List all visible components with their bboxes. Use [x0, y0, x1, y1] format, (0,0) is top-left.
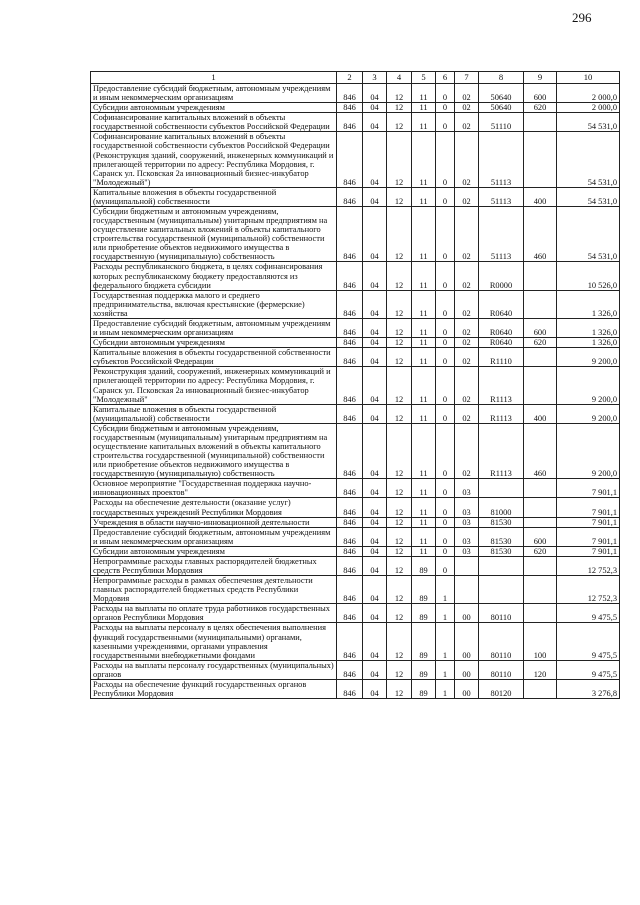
subprogram-code: 1: [436, 576, 455, 604]
event-code: 02: [455, 423, 479, 478]
row-name: Капитальные вложения в объекты государственной (муниципальной) собственности: [91, 187, 337, 206]
row-name: Непрограммные расходы в рамках обеспечения деятельности главных распорядителей бюджетных средств Республики Мордовия: [91, 576, 337, 604]
program-code: 11: [412, 517, 436, 527]
event-code: 03: [455, 498, 479, 517]
table-row: [91, 262, 620, 290]
table-row: [91, 498, 620, 517]
subsection-code: 12: [387, 262, 412, 290]
event-code: 02: [455, 84, 479, 103]
table-row: [91, 338, 620, 348]
row-name: Предоставление субсидий бюджетным, автономным учреждениям и иным некоммерческим организациям: [91, 84, 337, 103]
event-code: 02: [455, 338, 479, 348]
section-code: 04: [363, 423, 387, 478]
expense-type-code: [524, 113, 557, 132]
table-row: [91, 623, 620, 660]
row-name: Капитальные вложения в объекты государственной (муниципальной) собственности: [91, 404, 337, 423]
subsection-code: 12: [387, 498, 412, 517]
program-code: 11: [412, 404, 436, 423]
expense-type-code: [524, 290, 557, 318]
subprogram-code: 0: [436, 556, 455, 575]
event-code: [455, 556, 479, 575]
amount: 9 200,0: [557, 348, 620, 367]
subprogram-code: 0: [436, 103, 455, 113]
event-code: 03: [455, 527, 479, 546]
direction-code: 51110: [479, 113, 524, 132]
budget-table: [90, 71, 620, 699]
program-code: 11: [412, 527, 436, 546]
subprogram-code: 0: [436, 479, 455, 498]
program-code: 89: [412, 623, 436, 660]
program-code: 11: [412, 207, 436, 262]
direction-code: R0640: [479, 290, 524, 318]
table-row: [91, 207, 620, 262]
expense-type-code: 620: [524, 338, 557, 348]
direction-code: 81530: [479, 527, 524, 546]
row-name: Субсидии бюджетным и автономным учреждениям, государственным (муниципальным) унитарным предприятиям на осуществление капитальных вложений в объекты капитального строительства государственной (муниципальной) собственности или приобретение объектов недвижимого имущества в государственную (муниципальную) собственность: [91, 207, 337, 262]
ministry-code: 846: [337, 348, 363, 367]
subprogram-code: 0: [436, 404, 455, 423]
row-name: Расходы республиканского бюджета, в целях софинансирования которых республиканскому бюджету предоставляются из федерального бюджета субсидии: [91, 262, 337, 290]
row-name: Субсидии автономным учреждениям: [91, 546, 337, 556]
program-code: 11: [412, 187, 436, 206]
ministry-code: 846: [337, 367, 363, 404]
subprogram-code: 0: [436, 546, 455, 556]
ministry-code: 846: [337, 103, 363, 113]
ministry-code: 846: [337, 84, 363, 103]
ministry-code: 846: [337, 404, 363, 423]
event-code: 02: [455, 404, 479, 423]
event-code: 02: [455, 262, 479, 290]
subsection-code: 12: [387, 290, 412, 318]
section-code: 04: [363, 290, 387, 318]
expense-type-code: 620: [524, 546, 557, 556]
subsection-code: 12: [387, 660, 412, 679]
expense-type-code: [524, 262, 557, 290]
section-code: 04: [363, 262, 387, 290]
subprogram-code: 0: [436, 207, 455, 262]
row-name: Расходы на выплаты по оплате труда работников государственных органов Республики Мордовия: [91, 604, 337, 623]
table-row: [91, 527, 620, 546]
section-code: 04: [363, 348, 387, 367]
program-code: 89: [412, 604, 436, 623]
direction-code: 51113: [479, 207, 524, 262]
direction-code: 51113: [479, 187, 524, 206]
amount: 10 526,0: [557, 262, 620, 290]
subprogram-code: 0: [436, 527, 455, 546]
expense-type-code: [524, 517, 557, 527]
amount: 12 752,3: [557, 556, 620, 575]
section-code: 04: [363, 479, 387, 498]
row-name: Непрограммные расходы главных распорядителей бюджетных средств Республики Мордовия: [91, 556, 337, 575]
subprogram-code: 0: [436, 84, 455, 103]
section-code: 04: [363, 556, 387, 575]
subsection-code: 12: [387, 187, 412, 206]
event-code: 02: [455, 348, 479, 367]
direction-code: 51113: [479, 132, 524, 187]
section-code: 04: [363, 404, 387, 423]
event-code: 03: [455, 546, 479, 556]
program-code: 89: [412, 556, 436, 575]
event-code: 03: [455, 479, 479, 498]
subprogram-code: 0: [436, 318, 455, 337]
program-code: 11: [412, 113, 436, 132]
subsection-code: 12: [387, 103, 412, 113]
row-name: Предоставление субсидий бюджетным, автономным учреждениям и иным некоммерческим организациям: [91, 318, 337, 337]
expense-type-code: 460: [524, 207, 557, 262]
table-row: [91, 679, 620, 698]
program-code: 11: [412, 498, 436, 517]
section-code: 04: [363, 367, 387, 404]
subsection-code: 12: [387, 84, 412, 103]
program-code: 11: [412, 290, 436, 318]
section-code: 04: [363, 527, 387, 546]
table-row: [91, 517, 620, 527]
ministry-code: 846: [337, 318, 363, 337]
ministry-code: 846: [337, 187, 363, 206]
amount: 9 200,0: [557, 404, 620, 423]
column-header: 8: [479, 72, 524, 84]
program-code: 11: [412, 479, 436, 498]
column-header: 10: [557, 72, 620, 84]
direction-code: [479, 479, 524, 498]
section-code: 04: [363, 660, 387, 679]
row-name: Субсидии бюджетным и автономным учреждениям, государственным (муниципальным) унитарным предприятиям на осуществление капитальных вложений в объекты капитального строительства государственной (муниципальной) собственности или приобретение объектов недвижимого имущества в государственную (муниципальную) собственность: [91, 423, 337, 478]
expense-type-code: 600: [524, 318, 557, 337]
column-header: 5: [412, 72, 436, 84]
subprogram-code: 0: [436, 132, 455, 187]
row-name: Расходы на выплаты персоналу государственных (муниципальных) органов: [91, 660, 337, 679]
subprogram-code: 0: [436, 367, 455, 404]
amount: 54 531,0: [557, 113, 620, 132]
direction-code: 81530: [479, 517, 524, 527]
expense-type-code: [524, 576, 557, 604]
direction-code: R1113: [479, 367, 524, 404]
subsection-code: 12: [387, 604, 412, 623]
row-name: Расходы на обеспечение деятельности (оказание услуг) государственных учреждений Республики Мордовия: [91, 498, 337, 517]
program-code: 11: [412, 423, 436, 478]
amount: 9 475,5: [557, 660, 620, 679]
direction-code: R0000: [479, 262, 524, 290]
ministry-code: 846: [337, 423, 363, 478]
subprogram-code: 0: [436, 113, 455, 132]
event-code: 02: [455, 207, 479, 262]
direction-code: [479, 556, 524, 575]
table-row: [91, 290, 620, 318]
amount: 1 326,0: [557, 338, 620, 348]
column-header: 2: [337, 72, 363, 84]
expense-type-code: [524, 132, 557, 187]
expense-type-code: 400: [524, 404, 557, 423]
subsection-code: 12: [387, 679, 412, 698]
program-code: 11: [412, 103, 436, 113]
ministry-code: 846: [337, 527, 363, 546]
subsection-code: 12: [387, 338, 412, 348]
table-row: [91, 84, 620, 103]
direction-code: R0640: [479, 338, 524, 348]
direction-code: 80110: [479, 660, 524, 679]
section-code: 04: [363, 338, 387, 348]
program-code: 89: [412, 660, 436, 679]
direction-code: [479, 576, 524, 604]
subprogram-code: 0: [436, 498, 455, 517]
amount: 7 901,1: [557, 527, 620, 546]
subprogram-code: 0: [436, 290, 455, 318]
section-code: 04: [363, 103, 387, 113]
expense-type-code: 600: [524, 527, 557, 546]
column-header: 9: [524, 72, 557, 84]
expense-type-code: 120: [524, 660, 557, 679]
row-name: Субсидии автономным учреждениям: [91, 103, 337, 113]
amount: 54 531,0: [557, 187, 620, 206]
subprogram-code: 0: [436, 187, 455, 206]
row-name: Расходы на обеспечение функций государственных органов Республики Мордовия: [91, 679, 337, 698]
amount: 1 326,0: [557, 290, 620, 318]
direction-code: 81000: [479, 498, 524, 517]
column-header: 1: [91, 72, 337, 84]
row-name: Основное мероприятие "Государственная поддержка научно-инновационных проектов": [91, 479, 337, 498]
table-row: [91, 556, 620, 575]
column-header: 4: [387, 72, 412, 84]
table-row: [91, 367, 620, 404]
subprogram-code: 1: [436, 660, 455, 679]
direction-code: 50640: [479, 84, 524, 103]
amount: 7 901,1: [557, 479, 620, 498]
direction-code: R0640: [479, 318, 524, 337]
amount: 9 200,0: [557, 423, 620, 478]
event-code: 02: [455, 187, 479, 206]
subsection-code: 12: [387, 517, 412, 527]
page-number: 296: [572, 10, 592, 25]
expense-type-code: [524, 348, 557, 367]
expense-type-code: [524, 604, 557, 623]
ministry-code: 846: [337, 113, 363, 132]
section-code: 04: [363, 187, 387, 206]
ministry-code: 846: [337, 207, 363, 262]
program-code: 11: [412, 132, 436, 187]
section-code: 04: [363, 517, 387, 527]
section-code: 04: [363, 132, 387, 187]
amount: 54 531,0: [557, 132, 620, 187]
section-code: 04: [363, 576, 387, 604]
subsection-code: 12: [387, 423, 412, 478]
expense-type-code: [524, 498, 557, 517]
subsection-code: 12: [387, 348, 412, 367]
section-code: 04: [363, 84, 387, 103]
amount: 9 475,5: [557, 604, 620, 623]
subsection-code: 12: [387, 527, 412, 546]
subprogram-code: 1: [436, 679, 455, 698]
event-code: 00: [455, 604, 479, 623]
direction-code: 81530: [479, 546, 524, 556]
amount: 7 901,1: [557, 546, 620, 556]
program-code: 89: [412, 576, 436, 604]
table-row: [91, 103, 620, 113]
table-row: [91, 187, 620, 206]
expense-type-code: [524, 556, 557, 575]
expense-type-code: 400: [524, 187, 557, 206]
expense-type-code: [524, 479, 557, 498]
row-name: Капитальные вложения в объекты государственной собственности субъектов Российской Федерации: [91, 348, 337, 367]
event-code: 02: [455, 318, 479, 337]
subprogram-code: 0: [436, 262, 455, 290]
event-code: 00: [455, 660, 479, 679]
program-code: 11: [412, 84, 436, 103]
direction-code: 80120: [479, 679, 524, 698]
subsection-code: 12: [387, 318, 412, 337]
section-code: 04: [363, 679, 387, 698]
row-name: Предоставление субсидий бюджетным, автономным учреждениям и иным некоммерческим организациям: [91, 527, 337, 546]
section-code: 04: [363, 113, 387, 132]
table-row: [91, 576, 620, 604]
program-code: 11: [412, 367, 436, 404]
program-code: 11: [412, 262, 436, 290]
subsection-code: 12: [387, 623, 412, 660]
ministry-code: 846: [337, 679, 363, 698]
column-header: 3: [363, 72, 387, 84]
event-code: 00: [455, 679, 479, 698]
section-code: 04: [363, 318, 387, 337]
ministry-code: 846: [337, 517, 363, 527]
table-row: [91, 660, 620, 679]
expense-type-code: 460: [524, 423, 557, 478]
column-header: 6: [436, 72, 455, 84]
event-code: 03: [455, 517, 479, 527]
ministry-code: 846: [337, 479, 363, 498]
row-name: Софинансирование капитальных вложений в объекты государственной собственности субъектов Российской Федерации (Реконструкция зданий, сооружений, инженерных коммуникаций и прилегающей территории по адресу: Республика Мордовия, г. Саранск ул. Псковская 2а инновационный бизнес-инкубатор "Молодежный"): [91, 132, 337, 187]
direction-code: R1113: [479, 404, 524, 423]
table-row: [91, 113, 620, 132]
ministry-code: 846: [337, 338, 363, 348]
expense-type-code: 100: [524, 623, 557, 660]
ministry-code: 846: [337, 576, 363, 604]
ministry-code: 846: [337, 290, 363, 318]
ministry-code: 846: [337, 556, 363, 575]
table-header-row: [91, 72, 620, 84]
expense-type-code: 620: [524, 103, 557, 113]
event-code: 02: [455, 113, 479, 132]
subprogram-code: 0: [436, 517, 455, 527]
subprogram-code: 0: [436, 423, 455, 478]
expense-type-code: 600: [524, 84, 557, 103]
amount: 3 276,8: [557, 679, 620, 698]
expense-type-code: [524, 367, 557, 404]
event-code: 02: [455, 290, 479, 318]
table-row: [91, 132, 620, 187]
table-row: [91, 348, 620, 367]
event-code: 02: [455, 103, 479, 113]
row-name: Субсидии автономным учреждениям: [91, 338, 337, 348]
program-code: 11: [412, 546, 436, 556]
amount: 12 752,3: [557, 576, 620, 604]
subsection-code: 12: [387, 556, 412, 575]
subsection-code: 12: [387, 113, 412, 132]
event-code: 00: [455, 623, 479, 660]
table-row: [91, 604, 620, 623]
row-name: Софинансирование капитальных вложений в объекты государственной собственности субъектов Российской Федерации: [91, 113, 337, 132]
subprogram-code: 0: [436, 348, 455, 367]
ministry-code: 846: [337, 604, 363, 623]
section-code: 04: [363, 498, 387, 517]
amount: 54 531,0: [557, 207, 620, 262]
ministry-code: 846: [337, 623, 363, 660]
table-row: [91, 404, 620, 423]
amount: 2 000,0: [557, 103, 620, 113]
direction-code: 80110: [479, 623, 524, 660]
table-body: [91, 84, 620, 699]
event-code: 02: [455, 132, 479, 187]
program-code: 11: [412, 318, 436, 337]
amount: 7 901,1: [557, 517, 620, 527]
ministry-code: 846: [337, 660, 363, 679]
direction-code: R1110: [479, 348, 524, 367]
amount: 7 901,1: [557, 498, 620, 517]
program-code: 89: [412, 679, 436, 698]
subsection-code: 12: [387, 546, 412, 556]
program-code: 11: [412, 348, 436, 367]
direction-code: 50640: [479, 103, 524, 113]
amount: 9 200,0: [557, 367, 620, 404]
section-code: 04: [363, 623, 387, 660]
row-name: Реконструкция зданий, сооружений, инженерных коммуникаций и прилегающей территории по адресу: Республика Мордовия, г. Саранск ул. Псковская 2а инновационный бизнес-инкубатор "Молодежный": [91, 367, 337, 404]
table-row: [91, 423, 620, 478]
event-code: 02: [455, 367, 479, 404]
table-row: [91, 479, 620, 498]
section-code: 04: [363, 604, 387, 623]
section-code: 04: [363, 207, 387, 262]
amount: 1 326,0: [557, 318, 620, 337]
column-header: 7: [455, 72, 479, 84]
expense-type-code: [524, 679, 557, 698]
amount: 9 475,5: [557, 623, 620, 660]
row-name: Расходы на выплаты персоналу в целях обеспечения выполнения функций государственными (муниципальными) органами, казенными учреждениями, органами управления государственными внебюджетными фондами: [91, 623, 337, 660]
ministry-code: 846: [337, 262, 363, 290]
amount: 2 000,0: [557, 84, 620, 103]
table-row: [91, 546, 620, 556]
row-name: Государственная поддержка малого и среднего предпринимательства, включая крестьянские (фермерские) хозяйства: [91, 290, 337, 318]
subprogram-code: 1: [436, 623, 455, 660]
ministry-code: 846: [337, 498, 363, 517]
subsection-code: 12: [387, 576, 412, 604]
ministry-code: 846: [337, 546, 363, 556]
ministry-code: 846: [337, 132, 363, 187]
subprogram-code: 0: [436, 338, 455, 348]
row-name: Учреждения в области научно-инновационной деятельности: [91, 517, 337, 527]
direction-code: 80110: [479, 604, 524, 623]
subsection-code: 12: [387, 207, 412, 262]
subsection-code: 12: [387, 479, 412, 498]
table-row: [91, 318, 620, 337]
direction-code: R1113: [479, 423, 524, 478]
subsection-code: 12: [387, 404, 412, 423]
subsection-code: 12: [387, 132, 412, 187]
subprogram-code: 1: [436, 604, 455, 623]
subsection-code: 12: [387, 367, 412, 404]
program-code: 11: [412, 338, 436, 348]
section-code: 04: [363, 546, 387, 556]
event-code: [455, 576, 479, 604]
